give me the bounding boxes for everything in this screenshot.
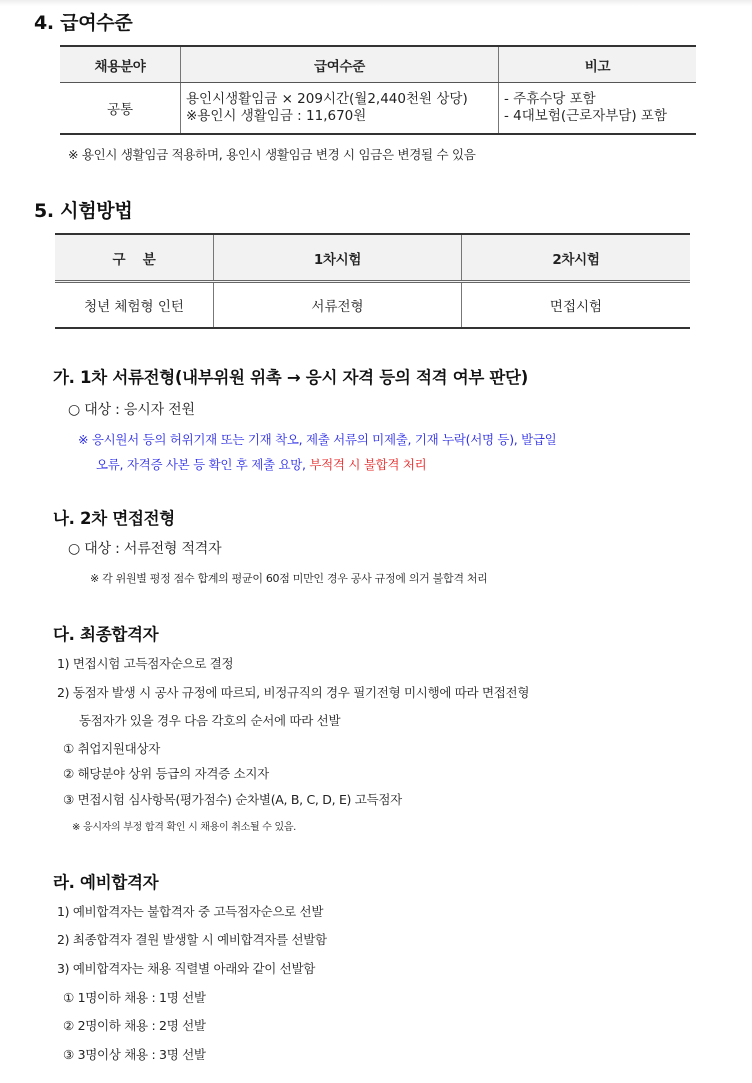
sub-b-title: 나. 2차 면접전형 [53,509,175,528]
header-first-exam: 1차시험 [214,234,462,282]
sub-a-note-red: 부적격 시 불합격 처리 [309,457,427,472]
cell-second-exam: 면접시험 [462,282,691,329]
sub-d-title: 라. 예비합격자 [53,873,159,892]
pay-line-1: 용인시생활임금 × 209시간(월2,440천원 상당) [186,91,468,107]
sub-c-note: ※ 응시자의 부정 합격 확인 시 채용이 취소될 수 있음. [72,822,297,833]
sub-a-note-line-1: ※ 응시원서 등의 허위기재 또는 기재 착오, 제출 서류의 미제출, 기재 누락(서명 등), 발급일 [78,432,557,447]
sub-b-note: ※ 각 위원별 평정 점수 합계의 평균이 60점 미만인 경우 공사 규정에 의거 불합격 처리 [90,572,488,585]
page-top-shadow [0,0,752,6]
salary-footnote: ※ 용인시 생활임금 적용하며, 용인시 생활임금 변경 시 임금은 변경될 수 있음 [68,147,476,162]
sub-c-item-1: 1) 면접시험 고득점자순으로 결정 [57,656,234,671]
table-row [60,83,696,135]
sub-a-note-line-2 [96,455,426,473]
section-5-title: 5. 시험방법 [34,200,133,222]
cell-pay [181,83,499,135]
sub-d-item-1: 1) 예비합격자는 불합격자 중 고득점자순으로 선발 [57,904,324,919]
section-4-title: 4. 급여수준 [34,12,133,34]
sub-a-note-blue: 오류, 자격증 사본 등 확인 후 제출 요망, [96,457,310,472]
tiebreak-3: ③ 면접시험 심사항목(평가점수) 순차별(A, B, C, D, E) 고득점자 [63,792,402,807]
note-line-1: - 주휴수당 포함 [504,91,596,107]
header-pay: 급여수준 [181,46,499,83]
header-field: 채용분야 [60,46,181,83]
table-row [55,282,690,329]
header-note: 비고 [499,46,697,83]
sub-b-target: ○ 대상 : 서류전형 적격자 [68,541,222,557]
tiebreak-1: ① 취업지원대상자 [63,741,161,756]
salary-table [60,45,696,135]
pay-line-2: ※용인시 생활임금 : 11,670원 [186,108,367,124]
exam-method-table [55,233,690,329]
header-second-exam: 2차시험 [462,234,691,282]
sub-d-item-3: 3) 예비합격자는 채용 직렬별 아래와 같이 선발함 [57,961,315,976]
header-category: 구 분 [55,234,214,282]
sub-c-item-2-cont: 동점자가 있을 경우 다음 각호의 순서에 따라 선발 [79,713,341,728]
salary-table-header [60,46,696,83]
cell-note [499,83,697,135]
quota-1: ① 1명이하 채용 : 1명 선발 [63,990,206,1005]
sub-a-target: ○ 대상 : 응시자 전원 [68,402,195,418]
cell-first-exam: 서류전형 [214,282,462,329]
sub-a-title: 가. 1차 서류전형(내부위원 위촉 → 응시 자격 등의 적격 여부 판단) [53,368,528,387]
sub-c-title: 다. 최종합격자 [53,625,159,644]
cell-category: 청년 체험형 인턴 [84,299,184,315]
cell-field: 공통 [106,102,134,118]
quota-2: ② 2명이하 채용 : 2명 선발 [63,1018,206,1033]
tiebreak-2: ② 해당분야 상위 등급의 자격증 소지자 [63,766,269,781]
exam-table-header [55,234,690,282]
sub-c-item-2: 2) 동점자 발생 시 공사 규정에 따르되, 비정규직의 경우 필기전형 미시행에 따라 면접전형 [57,685,530,700]
sub-d-item-2: 2) 최종합격자 결원 발생할 시 예비합격자를 선발함 [57,932,327,947]
quota-3: ③ 3명이상 채용 : 3명 선발 [63,1047,206,1062]
note-line-2: - 4대보험(근로자부담) 포함 [504,108,667,124]
